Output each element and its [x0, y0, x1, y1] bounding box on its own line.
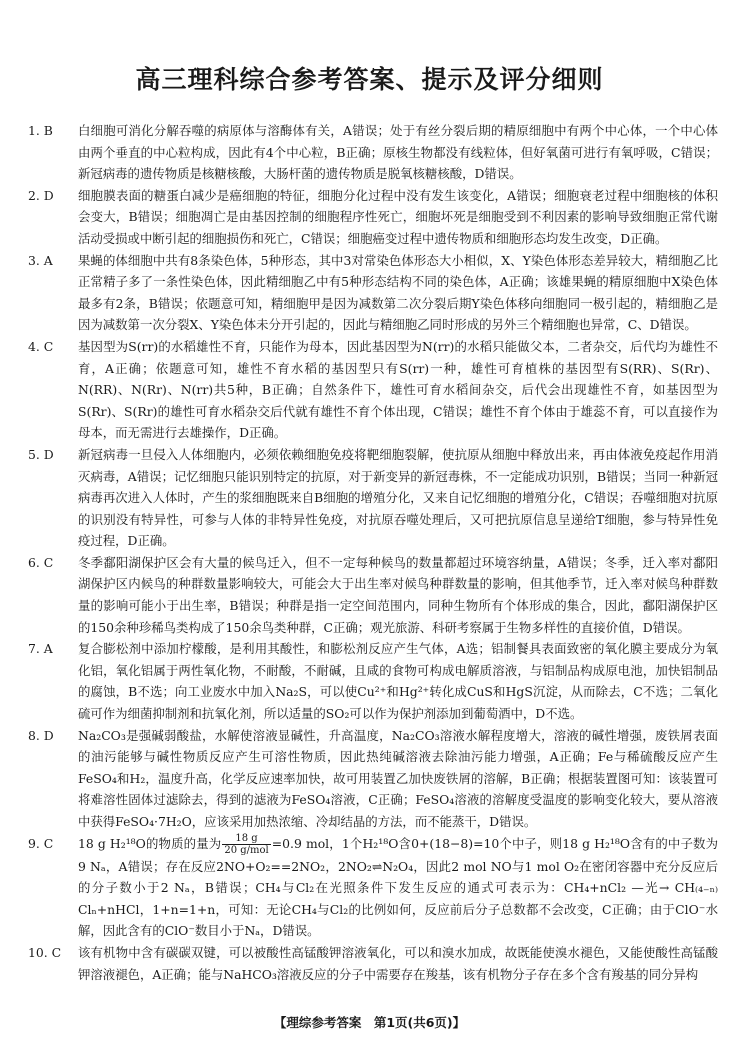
answer-number: 9. C — [28, 835, 54, 851]
answer-number: 7. A — [28, 641, 53, 657]
answer-text: 白细胞可消化分解吞噬的病原体与溶酶体有关，A错误；处于有丝分裂后期的精原细胞中有两个中心体，一个中心体由两个垂直的中心粒构成，因此有4个中心粒，B正确；原核生物都没有线粒体，但好氧菌可进行有氧呼吸，C错误；新冠病毒的遗传物质是核糖核酸，大肠杆菌的遗传物质是脱氧核糖核酸，D错误。 — [78, 123, 718, 182]
fraction — [222, 833, 270, 856]
answer-item-2 — [28, 185, 718, 250]
answer-text: 该有机物中含有碳碳双键，可以被酸性高锰酸钾溶液氧化，可以和溴水加成，故既能使溴水褪色，又能使酸性高锰酸钾溶液褪色，A正确；能与NaHCO₃溶液反应的分子中需要存在羧基，该有机物分子存在多个含有羧基的同分异构 — [78, 944, 718, 982]
answer-text: 细胞膜表面的糖蛋白减少是癌细胞的特征，细胞分化过程中没有发生该变化，A错误；细胞衰老过程中细胞核的体积会变大，B错误；细胞凋亡是由基因控制的细胞程序性死亡，细胞坏死是细胞受到不利因素的影响导致细胞正常代谢活动受损或中断引起的细胞损伤和死亡，C错误；细胞癌变过程中遗传物质和细胞形态均发生改变，D正确。 — [78, 187, 718, 246]
page-title: 高三理科综合参考答案、提示及评分细则 — [135, 65, 604, 94]
fraction-numerator: 18 g — [222, 833, 270, 845]
answer-text: Na₂CO₃是强碱弱酸盐，水解使溶液显碱性，升高温度，Na₂CO₃溶液水解程度增大，溶液的碱性增强，废铁屑表面的油污能够与碱性物质反应产生可溶性物质，因此热纯碱溶液去除油污能力增强，A正确；Fe与稀硫酸反应产生FeSO₄和H₂，温度升高，化学反应速率加快，故可用装置乙加快废铁屑的溶解，B正确；根据装置图可知：该装置可将难溶性固体过滤除去，得到的滤液为FeSO₄溶液，C正确；FeSO₄溶液的溶解度受温度的影响变化较大，要从溶液中获得FeSO₄·7H₂O，应该采用加热浓缩、冷却结晶的方法，而不能蒸干，D错误。 — [78, 727, 718, 829]
fraction-denominator: 20 g/mol — [224, 844, 269, 856]
answer-text — [78, 833, 718, 942]
answer-number: 2. D — [28, 187, 54, 203]
answer-list — [28, 120, 718, 985]
answer-text: 冬季鄱阳湖保护区会有大量的候鸟迁入，但不一定每种候鸟的数量都超过环境容纳量，A错误；冬季，迁入率对鄱阳湖保护区内候鸟的种群数量影响较大，可能会大于出生率对候鸟种群数量的影响，但其他季节，迁入率对候鸟种群数量的影响可能小于出生率，B错误；种群是指一定空间范围内，同种生物所有个体形成的集合，因此，鄱阳湖保护区的150余种珍稀鸟类构成了150余鸟类种群，C正确；观光旅游、科研考察属于生物多样性的直接价值，D错误。 — [78, 554, 718, 635]
answer-item-6 — [28, 552, 718, 638]
answer-number: 4. C — [28, 338, 54, 354]
answer-text-part: 18 g H₂¹⁸O的物质的量为 — [78, 835, 222, 851]
answer-number: 6. C — [28, 554, 54, 570]
answer-number: 1. B — [28, 123, 53, 138]
answer-text: 基因型为S(rr)的水稻雄性不育，只能作为母本，因此基因型为N(rr)的水稻只能做父本，二者杂交，后代均为雄性不育，A正确；依题意可知，雄性不育水稻的基因型只有S(rr)一种，雄性可育植株的基因型有S(RR)、S(Rr)、N(RR)、N(Rr)、N(rr)共5种，B正确；自然条件下，雄性可育水稻间杂交，后代会出现雄性不育，如基因型为S(Rr)、S(Rr)的雄性可育水稻杂交后代就有雄性不育个体出现，C错误；雄性不育个体由于雄蕊不育，可以直接作为母本，而无需进行去雄操作，D正确。 — [78, 338, 718, 441]
answer-number: 10. C — [28, 944, 62, 960]
answer-text: 果蝇的体细胞中共有8条染色体，5种形态，其中3对常染色体形态大小相似，X、Y染色体形态差异较大，精细胞乙比正常精子多了一条性染色体，因此精细胞乙中有5种形态结构不同的染色体，A正确；该雄果蝇的精原细胞中X染色体最多有2条，B错误；依题意可知，精细胞甲是因为减数第二次分裂后期Y染色体移向细胞同一极引起的，精细胞乙是因为减数第一次分裂X、Y染色体未分开引起的，因此与精细胞乙同时形成的另外三个精细胞也异常，C、D错误。 — [78, 252, 718, 333]
answer-item-7 — [28, 638, 718, 724]
answer-text: 复合膨松剂中添加柠檬酸，是利用其酸性，和膨松剂反应产生气体，A选；铝制餐具表面致密的氧化膜主要成分为氧化铝，氧化铝属于两性氧化物，不耐酸，不耐碱，且咸的食物可构成电解质溶液，与铝制品构成原电池，加快铝制品的腐蚀，B不选；向工业废水中加入Na₂S，可以使Cu²⁺和Hg²⁺转化成CuS和HgS沉淀，从而除去，C不选；二氧化硫可作为细菌抑制剂和抗氧化剂，所以适量的SO₂可以作为保护剂添加到葡萄酒中，D不选。 — [78, 641, 718, 722]
answer-item-10 — [28, 942, 718, 985]
answer-item-4 — [28, 336, 718, 444]
answer-number: 3. A — [28, 252, 53, 268]
answer-text: 新冠病毒一旦侵入人体细胞内，必须依赖细胞免疫将靶细胞裂解，使抗原从细胞中释放出来，再由体液免疫起作用消灭病毒，A错误；记忆细胞只能识别特定的抗原，对于新变异的新冠毒株，不一定能成功识别，B错误；当同一种新冠病毒再次进入人体时，产生的浆细胞既来自B细胞的增殖分化，又来自记忆细胞的增殖分化，C错误；吞噬细胞对抗原的识别没有特异性，可参与人体的非特异性免疫，对抗原吞噬处理后，又可把抗原信息呈递给T细胞，参与特异性免疫过程，D正确。 — [78, 446, 718, 549]
answer-item-9 — [28, 833, 718, 942]
page-footer: 【理综参考答案 第1页(共6页)】 — [273, 1015, 466, 1030]
answer-text-part: =0.9 mol，1个H₂¹⁸O含0+(18−8)=10个中子，则18 g H₂¹⁸O含有的中子数为9 Nₐ，A错误；存在反应2NO+O₂==2NO₂，2NO₂⇌N₂O₄，因此2 mol NO与1 mol O₂在密闭容器中充分反应后的分子数小于2 Nₐ，B错误；CH₄与Cl₂在光照条件下发生反应的通式可表示为：CH₄+nCl₂ —光→ CH₍₄₋ₙ₎Clₙ+nHCl，1+n=1+n，可知：无论CH₄与Cl₂的比例如何，反应前后分子总数都不会改变，C正确；由于ClO⁻水解，因此含有的ClO⁻数目小于Nₐ，D错误。 — [78, 835, 718, 939]
answer-item-5 — [28, 444, 718, 552]
answer-item-1 — [28, 120, 718, 185]
answer-number: 5. D — [28, 446, 54, 462]
answer-item-8 — [28, 725, 718, 833]
answer-item-3 — [28, 250, 718, 336]
answer-number: 8. D — [28, 727, 54, 743]
